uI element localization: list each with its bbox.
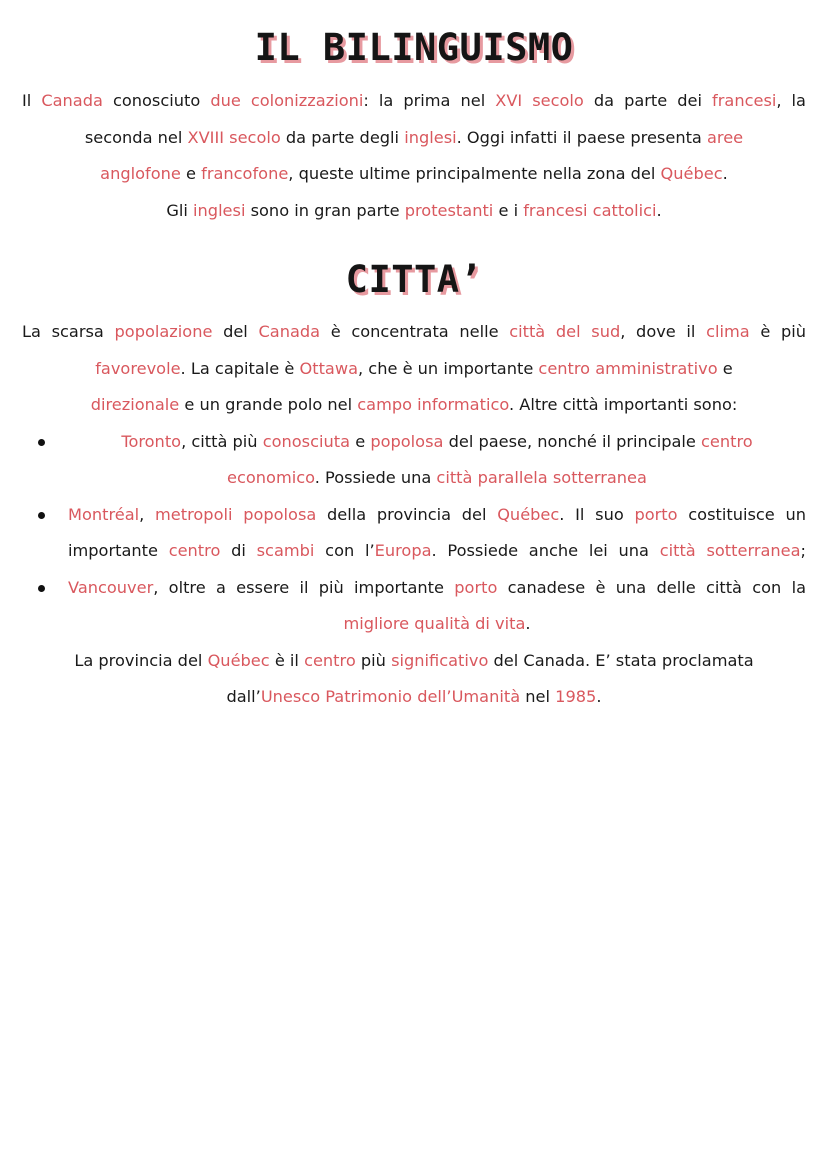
text-segment: dall’	[226, 687, 261, 706]
text-segment: è più	[749, 322, 806, 341]
text-segment: è concentrata nelle	[320, 322, 510, 341]
highlighted-term: Québec	[497, 504, 560, 524]
highlighted-term: popolosa	[370, 431, 444, 451]
highlighted-term: aree	[707, 127, 744, 147]
text-segment: .	[596, 687, 602, 706]
highlighted-term: Ottawa	[299, 358, 359, 378]
highlighted-term: Canada	[41, 91, 103, 110]
text-segment: La scarsa	[22, 322, 115, 341]
text-line	[22, 156, 806, 193]
highlighted-term: direzionale	[90, 395, 180, 414]
highlighted-term: Canada	[258, 322, 321, 341]
text-segment: del Canada. E’ stata proclamata	[488, 650, 754, 670]
title-bilinguismo: IL BILINGUISMO	[254, 26, 574, 69]
text-segment: di	[220, 541, 257, 560]
text-segment: , città più	[181, 431, 263, 451]
bullet-item-vancouver	[22, 570, 806, 643]
text-line	[22, 533, 806, 570]
text-segment: e un grande polo nel	[179, 395, 358, 414]
text-segment: e i	[493, 200, 524, 220]
text-line	[22, 314, 806, 351]
text-segment: .	[525, 614, 531, 633]
bullet-item-montreal	[22, 497, 806, 570]
text-segment: più	[355, 650, 392, 670]
highlighted-term: Québec	[660, 164, 723, 183]
highlighted-term: inglesi	[193, 200, 246, 220]
highlighted-term: Vancouver	[68, 577, 154, 597]
highlighted-term: centro amministrativo	[538, 358, 718, 378]
text-segment: e	[717, 358, 733, 378]
highlighted-term: campo informatico	[357, 395, 509, 414]
text-segment: , queste ultime principalmente nella zona del	[288, 164, 661, 183]
highlighted-term: XVIII secolo	[187, 127, 281, 147]
text-segment: del	[212, 322, 259, 341]
text-line	[22, 570, 806, 607]
text-line	[22, 83, 806, 120]
highlighted-term: protestanti	[404, 200, 494, 220]
text-segment: . Possiede anche lei una	[431, 541, 660, 560]
highlighted-term: porto	[454, 577, 498, 597]
highlighted-term: favorevole	[95, 358, 181, 378]
paragraph-bilinguismo	[22, 83, 806, 229]
text-line	[22, 497, 806, 534]
text-segment: costituisce un	[677, 504, 806, 524]
highlighted-term: porto	[634, 504, 678, 524]
text-segment: La provincia del	[74, 650, 208, 670]
highlighted-term: metropoli popolosa	[155, 504, 317, 524]
highlighted-term: Toronto	[121, 431, 182, 451]
text-segment: . La capitale è	[180, 358, 300, 378]
text-segment: ,	[139, 504, 156, 524]
text-segment: Gli	[166, 200, 194, 220]
text-segment: ;	[800, 541, 807, 560]
highlighted-term: Europa	[374, 541, 432, 560]
bullet-icon	[38, 512, 45, 519]
text-segment: è il	[269, 650, 305, 670]
highlighted-term: francesi	[712, 91, 777, 110]
text-segment: da parte degli	[280, 127, 405, 147]
highlighted-term: popolazione	[114, 322, 213, 341]
text-segment: seconda nel	[84, 127, 188, 147]
text-segment: . Oggi infatti il paese presenta	[456, 127, 707, 147]
text-segment: della provincia del	[316, 504, 498, 524]
highlighted-term: Unesco Patrimonio dell’Umanità	[260, 687, 521, 706]
bullet-icon	[38, 439, 45, 446]
text-segment: , dove il	[620, 322, 707, 341]
text-segment: . Altre città importanti sono:	[508, 395, 738, 414]
highlighted-term: città sotterranea	[659, 541, 801, 560]
text-line	[22, 643, 806, 680]
text-segment: , la	[776, 91, 806, 110]
text-segment: conosciuto	[102, 91, 211, 110]
highlighted-term: città del sud	[509, 322, 621, 341]
text-segment: . Il suo	[559, 504, 635, 524]
highlighted-term: due colonizzazioni	[210, 91, 364, 110]
highlighted-term: francofone	[201, 164, 289, 183]
bullet-item-toronto	[22, 424, 806, 497]
highlighted-term: clima	[706, 322, 750, 341]
text-segment: con l’	[314, 541, 375, 560]
text-segment: importante	[68, 541, 169, 560]
text-segment: Il	[22, 91, 42, 110]
highlighted-term: centro	[701, 431, 753, 451]
highlighted-term: conosciuta	[262, 431, 351, 451]
highlighted-term: francesi cattolici	[523, 200, 657, 220]
highlighted-term: scambi	[256, 541, 315, 560]
text-segment: sono in gran parte	[245, 200, 405, 220]
highlighted-term: centro	[168, 541, 221, 560]
bullet-icon	[38, 585, 45, 592]
text-line	[22, 351, 806, 388]
highlighted-term: città parallela sotterranea	[436, 468, 647, 487]
text-line	[22, 606, 806, 643]
text-segment: , oltre a essere il più importante	[153, 577, 455, 597]
text-line	[22, 679, 806, 716]
text-line	[22, 193, 806, 230]
text-segment: e	[180, 164, 202, 183]
paragraph-citta	[22, 314, 806, 716]
text-segment: canadese è una delle città con la	[497, 577, 806, 597]
text-segment: nel	[520, 687, 556, 706]
text-segment: e	[350, 431, 371, 451]
text-line	[22, 424, 806, 461]
highlighted-term: migliore qualità di vita	[343, 614, 526, 633]
text-line	[22, 120, 806, 157]
text-line	[22, 460, 806, 497]
highlighted-term: Québec	[207, 650, 270, 670]
highlighted-term: significativo	[391, 650, 489, 670]
text-segment: da parte dei	[583, 91, 713, 110]
highlighted-term: 1985	[555, 687, 597, 706]
highlighted-term: economico	[227, 468, 315, 487]
text-segment: del paese, nonché il principale	[443, 431, 702, 451]
highlighted-term: XVI secolo	[495, 91, 584, 110]
text-segment: .	[656, 200, 662, 220]
text-line	[22, 387, 806, 424]
text-segment: : la prima nel	[363, 91, 496, 110]
highlighted-term: Montréal	[68, 504, 140, 524]
text-segment: , che è un importante	[358, 358, 539, 378]
highlighted-term: centro	[304, 650, 356, 670]
text-segment: .	[722, 164, 728, 183]
highlighted-term: inglesi	[404, 127, 457, 147]
text-segment: . Possiede una	[314, 468, 437, 487]
highlighted-term: anglofone	[100, 164, 181, 183]
title-citta: CITTA’	[345, 258, 483, 301]
